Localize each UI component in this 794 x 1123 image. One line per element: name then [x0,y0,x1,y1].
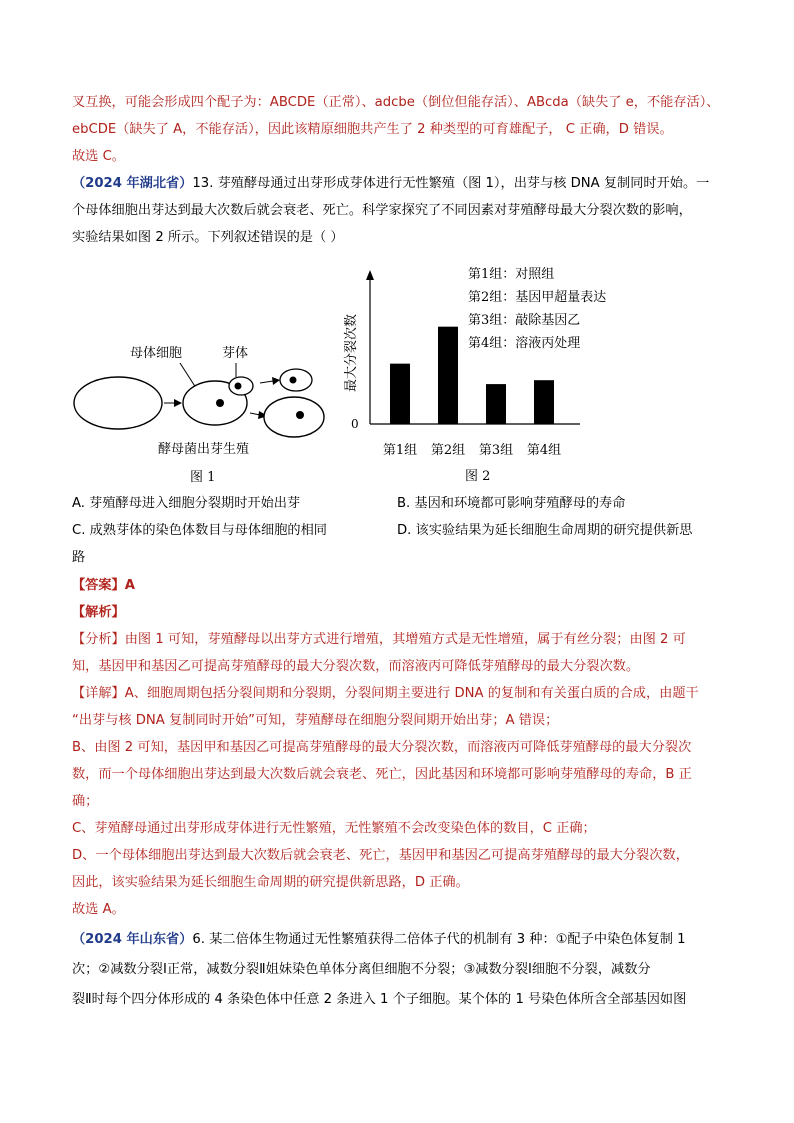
fig2-legend-item-2: 第2组：基因甲超量表达 [468,290,607,305]
fig2-caption: 图 2 [465,469,491,484]
fenxi-line-2: 知，基因甲和基因乙可提高芽殖酵母的最大分裂次数，而溶液丙可降低芽殖酵母的最大分裂次数。 [72,659,640,674]
answer: 【答案】A [72,578,135,593]
fig1-label-mother: 母体细胞 [130,346,183,361]
q13-stem-text-1: 13. 芽殖酵母通过出芽形成芽体进行无性繁殖（图 1），出芽与核 DNA 复制同时开始。一 [192,176,710,191]
xiangjie-c-line: C、芽殖酵母通过出芽形成芽体进行无性繁殖，无性繁殖不会改变染色体的数目，C 正确； [72,821,596,836]
fig1-arrow-2 [260,381,273,383]
fig2-legend-item-3: 第3组：敲除基因乙 [468,313,581,328]
figure-2-chart [335,262,635,492]
xiangjie-d-line-2: 因此，该实验结果为延长细胞生命周期的研究提供新思路，D 正确。 [72,875,469,890]
fig1-nucleus-2 [216,399,224,407]
fig1-label-bud: 芽体 [222,346,249,361]
q6-stem-line-3: 裂Ⅱ时每个四分体形成的 4 条染色体中任意 2 条进入 1 个子细胞。某个体的 1 号染色体所含全部基因如图 [72,992,687,1007]
fig2-legend-item-4: 第4组：溶液丙处理 [468,336,581,351]
q13-choice: 故选 A。 [72,902,125,917]
fig2-bar-2 [438,327,458,424]
option-d: D. 该实验结果为延长细胞生命周期的研究提供新思 [397,523,693,538]
q13-stem-line-1 [72,174,709,194]
option-c: C. 成熟芽体的染色体数目与母体细胞的相同 [72,523,327,538]
analysis-heading: 【解析】 [72,605,125,620]
fig2-tick-label-4: 第4组 [526,443,562,458]
fig2-tick-label-3: 第3组 [478,443,514,458]
fig2-tick-label-2: 第2组 [430,443,466,458]
fig2-bar-1 [390,364,410,424]
fig2-tick-label-1: 第1组 [382,443,418,458]
prev-answer-line-2: ebCDE（缺失了 A，不能存活），因此该精原细胞共产生了 2 种类型的可育雄配子， C 正确，D 错误。 [72,122,673,137]
fig2-bar-3 [486,384,506,424]
q6-stem-line-2: 次；②减数分裂Ⅰ正常，减数分裂Ⅱ姐妹染色单体分离但细胞不分裂；③减数分裂Ⅰ细胞不分裂，减数分 [72,962,651,977]
fig1-arrow-3 [250,413,260,415]
fig2-ylabel: 最大分裂次数 [344,313,359,392]
fig1-new-cell-nucleus [296,411,304,419]
q6-stem-text-1: 6. 某二倍体生物通过无性繁殖获得二倍体子代的机制有 3 种：①配子中染色体复制 1 [192,932,686,947]
figure-1 [70,335,340,495]
q13-stem-line-3: 实验结果如图 2 所示。下列叙述错误的是（ ） [72,230,344,245]
q13-source: （2024 年湖北省） [72,176,193,191]
xiangjie-line-1: 【详解】A、细胞周期包括分裂间期和分裂期，分裂间期主要进行 DNA 的复制和有关蛋白质的合成，由题干 [72,686,699,701]
option-d-continued: 路 [72,550,86,565]
option-a: A. 芽殖酵母进入细胞分裂期时开始出芽 [72,496,301,511]
q13-stem-line-2: 个母体细胞出芽达到最大次数后就会衰老、死亡。科学家探究了不同因素对芽殖酵母最大分裂次数的影响， [72,203,692,218]
prev-answer-line-1: 叉互换，可能会形成四个配子为：ABCDE（正常）、adcbe（倒位但能存活）、ABcda（缺失了 e，不能存活）、 [72,95,720,110]
fig1-new-cell [264,397,324,437]
fig2-legend-item-1: 第1组：对照组 [468,267,555,282]
xiangjie-b-line-1: B、由图 2 可知，基因甲和基因乙可提高芽殖酵母的最大分裂次数，而溶液丙可降低芽殖酵母的最大分裂次 [72,740,692,755]
q6-source: （2024 年山东省） [72,932,193,947]
fig2-bar-4 [534,380,554,424]
fig1-free-bud-nucleus [290,377,297,384]
fig1-caption: 图 1 [190,470,216,485]
fig1-caption-inner: 酵母菌出芽生殖 [158,442,250,457]
option-b: B. 基因和环境都可影响芽殖酵母的寿命 [397,496,626,511]
fig2-legend [468,266,606,351]
fenxi-line-1: 【分析】由图 1 可知，芽殖酵母以出芽方式进行增殖，其增殖方式是无性增殖，属于有丝分裂；由图 2 可 [72,632,686,647]
xiangjie-d-line-1: D、一个母体细胞出芽达到最大次数后就会衰老、死亡，基因甲和基因乙可提高芽殖酵母的最大分裂次数， [72,848,689,863]
fig2-tick-labels [383,443,561,458]
xiangjie-line-2: “出芽与核 DNA 复制同时开始”可知，芽殖酵母在细胞分裂间期开始出芽；A 错误； [72,713,559,728]
xiangjie-b-line-3: 确； [72,794,99,809]
fig1-bud-nucleus-1 [235,383,242,390]
xiangjie-b-line-2: 数，而一个母体细胞出芽达到最大次数后就会衰老、死亡，因此基因和环境都可影响芽殖酵母的寿命，B 正 [72,767,692,782]
prev-choice: 故选 C。 [72,149,125,164]
q6-stem-line-1 [72,930,686,950]
fig2-origin-label: 0 [351,417,359,431]
fig2-y-axis-arrow [366,270,374,280]
fig1-mother-cell-1 [74,377,162,429]
